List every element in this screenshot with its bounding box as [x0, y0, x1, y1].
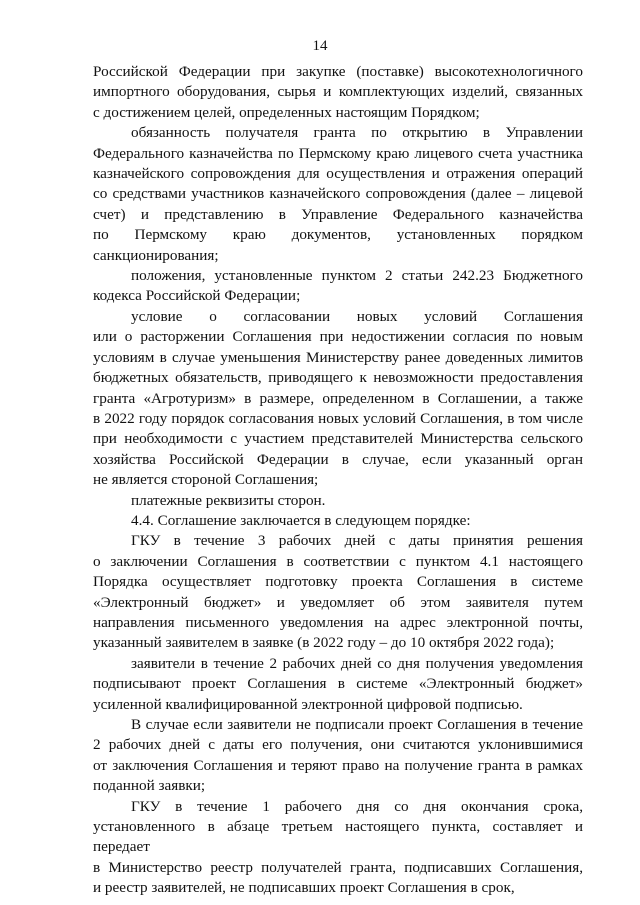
text-line: и реестр заявителей, не подписавших проект Соглашения в срок,: [93, 879, 515, 897]
text-line: обязанность получателя гранта по открытию в Управлении: [131, 124, 583, 142]
text-line: поданной заявки;: [93, 777, 206, 795]
text-line: указанный заявителем в заявке (в 2022 году – до 10 октября 2022 года);: [93, 634, 555, 652]
document-body: [93, 62, 583, 899]
text-line: казначейского сопровождения для осуществления и отражения операций: [93, 165, 583, 183]
paragraph: [93, 491, 583, 511]
paragraph: [93, 654, 583, 715]
text-line: в Министерство реестр получателей гранта, подписавших Соглашения,: [93, 858, 583, 876]
text-line: гранта «Агротуризм» в размере, определенном в Соглашении, а также: [93, 389, 583, 407]
text-line: «Электронный бюджет» и уведомляет об этом заявителя путем: [93, 593, 583, 611]
text-line: не является стороной Соглашения;: [93, 471, 319, 489]
text-line: 2 рабочих дней с даты его получения, они считаются уклонившимися: [93, 736, 583, 754]
text-line: Федерального казначейства по Пермскому краю лицевого счета участника: [93, 144, 583, 162]
text-line: заявители в течение 2 рабочих дней со дня получения уведомления: [131, 654, 583, 672]
text-line: установленного в абзаце третьем настоящего пункта, составляет и передает: [93, 818, 583, 856]
text-line: счет) и представлению в Управление Федерального казначейства: [93, 205, 583, 223]
text-line: или о расторжении Соглашения при недостижении согласия по новым: [93, 328, 583, 346]
text-line: с достижением целей, определенных настоящим Порядком;: [93, 103, 480, 121]
text-line: платежные реквизиты сторон.: [131, 491, 326, 509]
text-line: В случае если заявители не подписали проект Соглашения в течение: [131, 716, 583, 733]
paragraph: [93, 123, 583, 266]
paragraph: [93, 531, 583, 653]
text-line: в 2022 году порядок согласования новых условий Соглашения, в том числе: [93, 409, 583, 427]
text-line: ГКУ в течение 3 рабочих дней с даты принятия решения: [131, 532, 583, 550]
paragraph: [93, 715, 583, 797]
text-line: Порядка осуществляет подготовку проекта Соглашения в системе: [93, 573, 583, 591]
paragraph: [93, 511, 583, 531]
paragraph: [93, 266, 583, 307]
text-line: Российской Федерации при закупке (поставке) высокотехнологичного: [93, 63, 583, 80]
text-line: санкционирования;: [93, 246, 219, 264]
paragraph: [93, 62, 583, 123]
paragraph: [93, 797, 583, 899]
text-line: о заключении Соглашения в соответствии с пунктом 4.1 настоящего: [93, 552, 583, 570]
text-line: импортного оборудования, сырья и комплектующих изделий, связанных: [93, 83, 583, 101]
text-line: от заключения Соглашения и теряют право на получение гранта в рамках: [93, 756, 583, 774]
text-line: бюджетных обязательств, приводящего к невозможности предоставления: [93, 369, 583, 387]
text-line: усиленной квалифицированной электронной цифровой подписью.: [93, 695, 523, 713]
paragraph: [93, 307, 583, 491]
text-line: ГКУ в течение 1 рабочего дня со дня окончания срока,: [131, 797, 583, 815]
text-line: подписывают проект Соглашения в системе «Электронный бюджет»: [93, 675, 583, 693]
text-line: условие о согласовании новых условий Соглашения: [131, 307, 583, 325]
text-line: условиям в случае уменьшения Министерству ранее доведенных лимитов: [93, 348, 583, 366]
text-line: кодекса Российской Федерации;: [93, 287, 301, 305]
text-line: 4.4. Соглашение заключается в следующем порядке:: [131, 511, 471, 529]
text-line: положения, установленные пунктом 2 статьи 242.23 Бюджетного: [131, 267, 583, 285]
text-line: по Пермскому краю документов, установленных порядком: [93, 226, 583, 244]
text-line: при необходимости с участием представителей Министерства сельского: [93, 430, 583, 448]
text-line: со средствами участников казначейского сопровождения (далее – лицевой: [93, 185, 583, 203]
page-number: 14: [312, 38, 328, 54]
text-line: направления письменного уведомления на адрес электронной почты,: [93, 613, 583, 631]
text-line: хозяйства Российской Федерации в случае, если указанный орган: [93, 450, 583, 468]
